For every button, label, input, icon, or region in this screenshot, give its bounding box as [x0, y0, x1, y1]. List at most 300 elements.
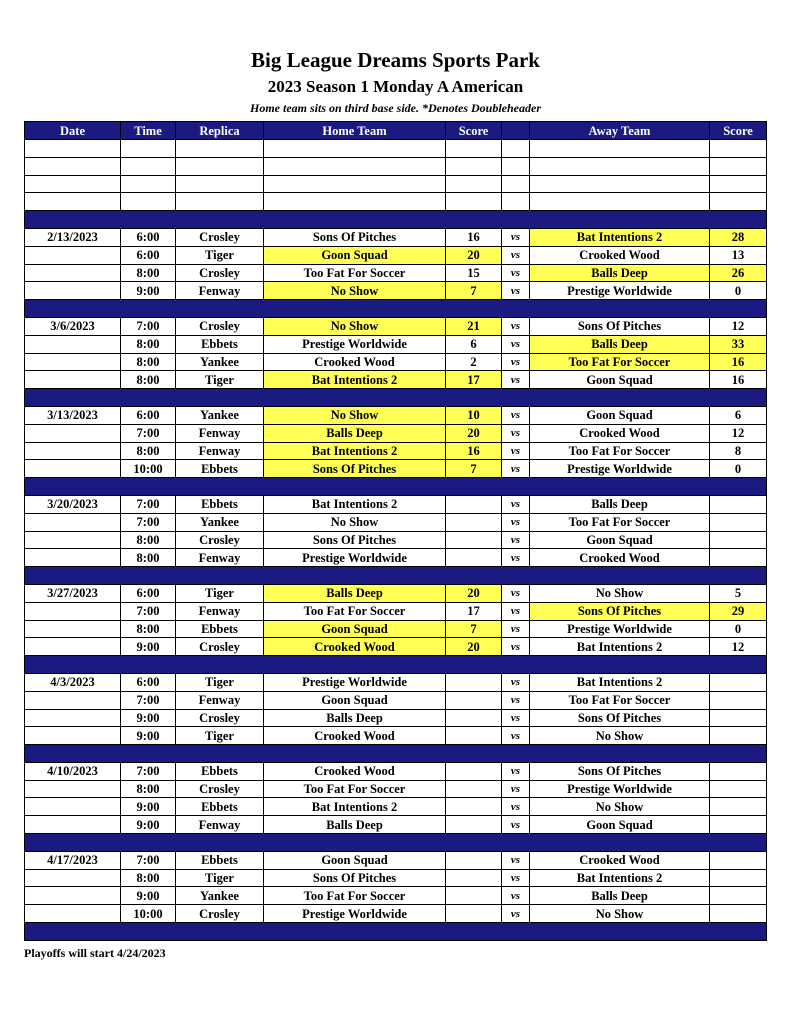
blank-cell	[710, 193, 767, 211]
col-header-home-score: Score	[446, 122, 502, 140]
game-row	[25, 869, 767, 887]
game-row	[25, 264, 767, 282]
separator-row	[25, 923, 767, 941]
game-row	[25, 228, 767, 246]
game-row	[25, 798, 767, 816]
home-team-cell: Goon Squad	[264, 851, 446, 869]
away-team-cell: Goon Squad	[530, 531, 710, 549]
home-team-cell: No Show	[264, 317, 446, 335]
date-cell	[25, 513, 121, 531]
vs-cell: vs	[502, 905, 530, 923]
game-row	[25, 602, 767, 620]
game-row	[25, 816, 767, 834]
col-header-date: Date	[25, 122, 121, 140]
replica-cell: Crosley	[176, 780, 264, 798]
home-team-cell: Crooked Wood	[264, 638, 446, 656]
home-team-cell: Too Fat For Soccer	[264, 887, 446, 905]
away-score-cell: 0	[710, 460, 767, 478]
vs-cell: vs	[502, 371, 530, 389]
away-team-cell: Balls Deep	[530, 335, 710, 353]
time-cell: 7:00	[121, 317, 176, 335]
vs-cell: vs	[502, 620, 530, 638]
away-team-cell: Balls Deep	[530, 264, 710, 282]
replica-cell: Fenway	[176, 691, 264, 709]
vs-cell: vs	[502, 531, 530, 549]
away-team-cell: Bat Intentions 2	[530, 673, 710, 691]
blank-cell	[446, 157, 502, 175]
time-cell: 8:00	[121, 264, 176, 282]
home-team-cell: Balls Deep	[264, 584, 446, 602]
game-row	[25, 780, 767, 798]
blank-cell	[264, 140, 446, 158]
blank-cell	[530, 140, 710, 158]
away-score-cell	[710, 798, 767, 816]
blank-row	[25, 140, 767, 158]
game-row	[25, 495, 767, 513]
away-team-cell: Too Fat For Soccer	[530, 442, 710, 460]
away-team-cell: Bat Intentions 2	[530, 869, 710, 887]
blank-cell	[710, 140, 767, 158]
replica-cell: Fenway	[176, 442, 264, 460]
game-row	[25, 887, 767, 905]
away-team-cell: Sons Of Pitches	[530, 317, 710, 335]
blank-cell	[121, 140, 176, 158]
away-score-cell: 33	[710, 335, 767, 353]
away-team-cell: Crooked Wood	[530, 851, 710, 869]
blank-cell	[446, 193, 502, 211]
date-cell: 3/13/2023	[25, 406, 121, 424]
away-score-cell	[710, 691, 767, 709]
date-cell	[25, 691, 121, 709]
separator-bar	[25, 478, 767, 496]
blank-cell	[530, 175, 710, 193]
vs-cell: vs	[502, 424, 530, 442]
date-cell: 3/27/2023	[25, 584, 121, 602]
replica-cell: Crosley	[176, 905, 264, 923]
blank-cell	[176, 193, 264, 211]
replica-cell: Crosley	[176, 228, 264, 246]
replica-cell: Crosley	[176, 638, 264, 656]
header-row	[25, 122, 767, 140]
blank-cell	[264, 157, 446, 175]
separator-bar	[25, 834, 767, 852]
away-team-cell: Prestige Worldwide	[530, 282, 710, 300]
blank-cell	[530, 193, 710, 211]
blank-cell	[176, 175, 264, 193]
date-cell	[25, 442, 121, 460]
page-subtitle: 2023 Season 1 Monday A American	[267, 77, 524, 96]
blank-cell	[446, 140, 502, 158]
vs-cell: vs	[502, 780, 530, 798]
away-score-cell: 29	[710, 602, 767, 620]
replica-cell: Tiger	[176, 584, 264, 602]
replica-cell: Yankee	[176, 887, 264, 905]
time-cell: 7:00	[121, 495, 176, 513]
vs-cell: vs	[502, 638, 530, 656]
game-row	[25, 353, 767, 371]
replica-cell: Crosley	[176, 531, 264, 549]
vs-cell: vs	[502, 246, 530, 264]
blank-cell	[710, 175, 767, 193]
blank-row	[25, 193, 767, 211]
separator-bar	[25, 300, 767, 318]
away-score-cell	[710, 905, 767, 923]
away-team-cell: No Show	[530, 727, 710, 745]
vs-cell: vs	[502, 691, 530, 709]
away-score-cell: 26	[710, 264, 767, 282]
time-cell: 10:00	[121, 905, 176, 923]
game-row	[25, 691, 767, 709]
home-score-cell: 2	[446, 353, 502, 371]
away-score-cell	[710, 673, 767, 691]
time-cell: 9:00	[121, 798, 176, 816]
blank-cell	[264, 175, 446, 193]
blank-cell	[502, 140, 530, 158]
vs-cell: vs	[502, 442, 530, 460]
away-team-cell: Crooked Wood	[530, 246, 710, 264]
away-team-cell: Sons Of Pitches	[530, 762, 710, 780]
col-header-away-team: Away Team	[530, 122, 710, 140]
game-row	[25, 513, 767, 531]
home-score-cell: 7	[446, 620, 502, 638]
time-cell: 6:00	[121, 228, 176, 246]
home-score-cell: 17	[446, 602, 502, 620]
time-cell: 9:00	[121, 282, 176, 300]
away-score-cell	[710, 549, 767, 567]
away-score-cell: 12	[710, 638, 767, 656]
footer-note: Playoffs will start 4/24/2023	[24, 946, 166, 960]
time-cell: 8:00	[121, 531, 176, 549]
home-score-cell: 20	[446, 246, 502, 264]
away-score-cell	[710, 727, 767, 745]
time-cell: 8:00	[121, 371, 176, 389]
blank-cell	[710, 157, 767, 175]
replica-cell: Tiger	[176, 371, 264, 389]
replica-cell: Crosley	[176, 264, 264, 282]
home-team-cell: Too Fat For Soccer	[264, 780, 446, 798]
date-cell: 3/6/2023	[25, 317, 121, 335]
home-team-cell: No Show	[264, 282, 446, 300]
away-team-cell: Too Fat For Soccer	[530, 691, 710, 709]
game-row	[25, 762, 767, 780]
time-cell: 8:00	[121, 620, 176, 638]
time-cell: 9:00	[121, 709, 176, 727]
home-team-cell: Too Fat For Soccer	[264, 264, 446, 282]
time-cell: 7:00	[121, 513, 176, 531]
separator-row	[25, 745, 767, 763]
date-cell	[25, 353, 121, 371]
time-cell: 6:00	[121, 584, 176, 602]
away-team-cell: Sons Of Pitches	[530, 709, 710, 727]
away-score-cell: 16	[710, 371, 767, 389]
replica-cell: Ebbets	[176, 495, 264, 513]
home-score-cell	[446, 798, 502, 816]
replica-cell: Ebbets	[176, 620, 264, 638]
home-score-cell: 7	[446, 460, 502, 478]
game-row	[25, 638, 767, 656]
away-team-cell: Prestige Worldwide	[530, 620, 710, 638]
home-score-cell: 16	[446, 228, 502, 246]
game-row	[25, 371, 767, 389]
away-score-cell: 12	[710, 424, 767, 442]
game-row	[25, 584, 767, 602]
replica-cell: Crosley	[176, 317, 264, 335]
home-team-cell: Balls Deep	[264, 424, 446, 442]
time-cell: 8:00	[121, 549, 176, 567]
time-cell: 8:00	[121, 353, 176, 371]
date-cell	[25, 727, 121, 745]
replica-cell: Yankee	[176, 353, 264, 371]
game-row	[25, 460, 767, 478]
home-team-cell: Bat Intentions 2	[264, 371, 446, 389]
separator-bar	[25, 745, 767, 763]
vs-cell: vs	[502, 335, 530, 353]
home-team-cell: Prestige Worldwide	[264, 905, 446, 923]
blank-cell	[264, 193, 446, 211]
date-cell	[25, 798, 121, 816]
away-team-cell: Crooked Wood	[530, 549, 710, 567]
col-header-vs	[502, 122, 530, 140]
blank-cell	[121, 193, 176, 211]
away-team-cell: Prestige Worldwide	[530, 780, 710, 798]
home-team-cell: Balls Deep	[264, 816, 446, 834]
home-score-cell: 20	[446, 584, 502, 602]
replica-cell: Fenway	[176, 816, 264, 834]
col-header-home-team: Home Team	[264, 122, 446, 140]
schedule-note: Home team sits on third base side. *Denotes Doubleheader	[250, 101, 541, 115]
replica-cell: Yankee	[176, 406, 264, 424]
date-cell	[25, 620, 121, 638]
away-score-cell	[710, 762, 767, 780]
separator-bar	[25, 389, 767, 407]
replica-cell: Ebbets	[176, 851, 264, 869]
time-cell: 7:00	[121, 691, 176, 709]
vs-cell: vs	[502, 495, 530, 513]
vs-cell: vs	[502, 727, 530, 745]
replica-cell: Crosley	[176, 709, 264, 727]
vs-cell: vs	[502, 816, 530, 834]
home-score-cell	[446, 816, 502, 834]
game-row	[25, 531, 767, 549]
separator-bar	[25, 211, 767, 229]
home-team-cell: Sons Of Pitches	[264, 869, 446, 887]
vs-cell: vs	[502, 264, 530, 282]
date-cell	[25, 638, 121, 656]
home-score-cell: 7	[446, 282, 502, 300]
away-score-cell	[710, 887, 767, 905]
home-team-cell: No Show	[264, 406, 446, 424]
date-cell	[25, 887, 121, 905]
home-team-cell: Bat Intentions 2	[264, 798, 446, 816]
away-score-cell: 13	[710, 246, 767, 264]
date-cell: 4/17/2023	[25, 851, 121, 869]
col-header-replica: Replica	[176, 122, 264, 140]
game-row	[25, 549, 767, 567]
replica-cell: Tiger	[176, 246, 264, 264]
vs-cell: vs	[502, 513, 530, 531]
date-cell	[25, 460, 121, 478]
time-cell: 7:00	[121, 762, 176, 780]
home-team-cell: Prestige Worldwide	[264, 549, 446, 567]
away-score-cell	[710, 851, 767, 869]
vs-cell: vs	[502, 228, 530, 246]
home-score-cell: 17	[446, 371, 502, 389]
game-row	[25, 709, 767, 727]
away-score-cell	[710, 869, 767, 887]
vs-cell: vs	[502, 762, 530, 780]
game-row	[25, 246, 767, 264]
replica-cell: Tiger	[176, 727, 264, 745]
separator-row	[25, 834, 767, 852]
replica-cell: Ebbets	[176, 762, 264, 780]
separator-bar	[25, 656, 767, 674]
col-header-time: Time	[121, 122, 176, 140]
replica-cell: Ebbets	[176, 460, 264, 478]
separator-bar	[25, 923, 767, 941]
separator-row	[25, 567, 767, 585]
home-team-cell: Bat Intentions 2	[264, 442, 446, 460]
home-team-cell: Crooked Wood	[264, 727, 446, 745]
home-score-cell	[446, 762, 502, 780]
date-cell: 4/3/2023	[25, 673, 121, 691]
vs-cell: vs	[502, 460, 530, 478]
away-team-cell: Sons Of Pitches	[530, 602, 710, 620]
vs-cell: vs	[502, 798, 530, 816]
blank-row	[25, 175, 767, 193]
replica-cell: Tiger	[176, 869, 264, 887]
time-cell: 10:00	[121, 460, 176, 478]
away-team-cell: No Show	[530, 905, 710, 923]
date-cell: 3/20/2023	[25, 495, 121, 513]
home-team-cell: Prestige Worldwide	[264, 673, 446, 691]
replica-cell: Yankee	[176, 513, 264, 531]
blank-cell	[176, 157, 264, 175]
time-cell: 9:00	[121, 816, 176, 834]
vs-cell: vs	[502, 584, 530, 602]
time-cell: 6:00	[121, 406, 176, 424]
home-team-cell: Prestige Worldwide	[264, 335, 446, 353]
away-team-cell: Prestige Worldwide	[530, 460, 710, 478]
game-row	[25, 282, 767, 300]
home-team-cell: Goon Squad	[264, 691, 446, 709]
time-cell: 6:00	[121, 246, 176, 264]
schedule-table	[24, 121, 767, 941]
home-score-cell	[446, 513, 502, 531]
home-score-cell	[446, 869, 502, 887]
game-row	[25, 727, 767, 745]
away-team-cell: Bat Intentions 2	[530, 228, 710, 246]
home-score-cell	[446, 549, 502, 567]
home-score-cell	[446, 673, 502, 691]
date-cell	[25, 531, 121, 549]
away-team-cell: Goon Squad	[530, 371, 710, 389]
home-score-cell	[446, 780, 502, 798]
game-row	[25, 317, 767, 335]
time-cell: 8:00	[121, 869, 176, 887]
replica-cell: Fenway	[176, 549, 264, 567]
home-score-cell	[446, 709, 502, 727]
home-team-cell: Sons Of Pitches	[264, 531, 446, 549]
away-team-cell: No Show	[530, 798, 710, 816]
home-team-cell: Crooked Wood	[264, 762, 446, 780]
date-cell	[25, 335, 121, 353]
vs-cell: vs	[502, 887, 530, 905]
game-row	[25, 905, 767, 923]
home-team-cell: Goon Squad	[264, 246, 446, 264]
game-row	[25, 851, 767, 869]
away-team-cell: Too Fat For Soccer	[530, 513, 710, 531]
home-score-cell: 15	[446, 264, 502, 282]
time-cell: 9:00	[121, 727, 176, 745]
away-score-cell: 8	[710, 442, 767, 460]
home-team-cell: No Show	[264, 513, 446, 531]
away-score-cell: 16	[710, 353, 767, 371]
separator-row	[25, 656, 767, 674]
away-team-cell: Too Fat For Soccer	[530, 353, 710, 371]
blank-row	[25, 157, 767, 175]
date-cell: 4/10/2023	[25, 762, 121, 780]
away-score-cell: 5	[710, 584, 767, 602]
home-score-cell	[446, 691, 502, 709]
separator-bar	[25, 567, 767, 585]
blank-cell	[502, 193, 530, 211]
home-team-cell: Goon Squad	[264, 620, 446, 638]
replica-cell: Fenway	[176, 282, 264, 300]
separator-row	[25, 211, 767, 229]
home-team-cell: Balls Deep	[264, 709, 446, 727]
away-team-cell: Goon Squad	[530, 816, 710, 834]
blank-cell	[530, 157, 710, 175]
replica-cell: Ebbets	[176, 335, 264, 353]
home-score-cell	[446, 887, 502, 905]
away-score-cell: 12	[710, 317, 767, 335]
away-score-cell	[710, 816, 767, 834]
vs-cell: vs	[502, 406, 530, 424]
vs-cell: vs	[502, 851, 530, 869]
vs-cell: vs	[502, 709, 530, 727]
home-score-cell: 10	[446, 406, 502, 424]
away-team-cell: Goon Squad	[530, 406, 710, 424]
date-cell	[25, 905, 121, 923]
away-team-cell: No Show	[530, 584, 710, 602]
time-cell: 7:00	[121, 424, 176, 442]
away-score-cell	[710, 780, 767, 798]
date-cell	[25, 424, 121, 442]
blank-cell	[25, 175, 121, 193]
blank-cell	[25, 193, 121, 211]
date-cell	[25, 780, 121, 798]
home-score-cell	[446, 727, 502, 745]
blank-cell	[121, 175, 176, 193]
date-cell	[25, 246, 121, 264]
time-cell: 7:00	[121, 851, 176, 869]
replica-cell: Ebbets	[176, 798, 264, 816]
date-cell	[25, 816, 121, 834]
game-row	[25, 620, 767, 638]
date-cell	[25, 709, 121, 727]
away-score-cell	[710, 709, 767, 727]
away-score-cell	[710, 495, 767, 513]
away-score-cell: 0	[710, 282, 767, 300]
away-team-cell: Bat Intentions 2	[530, 638, 710, 656]
away-team-cell: Balls Deep	[530, 887, 710, 905]
away-score-cell	[710, 531, 767, 549]
game-row	[25, 424, 767, 442]
replica-cell: Fenway	[176, 602, 264, 620]
date-cell	[25, 549, 121, 567]
home-score-cell: 20	[446, 638, 502, 656]
home-score-cell	[446, 531, 502, 549]
